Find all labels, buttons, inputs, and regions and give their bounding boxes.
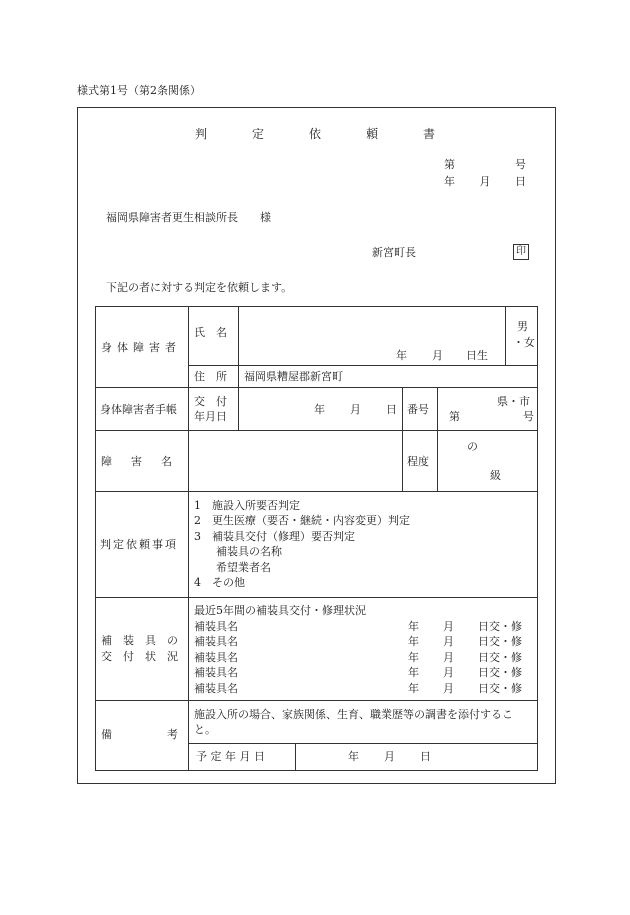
seal-mark: 印: [513, 244, 529, 260]
request-item-4: 補装具の名称: [194, 545, 282, 558]
aid-row-4-year: 年: [408, 666, 419, 679]
aid-row-2-name: 補装具名: [194, 635, 238, 648]
person-label: 身体障害者: [101, 341, 181, 354]
handbook-label: 身体障害者手帳: [100, 403, 177, 416]
pref-city: 県・市: [497, 395, 530, 408]
aid-row-5-status: 日交・修: [478, 682, 522, 695]
aid-row-2-status: 日交・修: [478, 635, 522, 648]
aid-row-2-month: 月: [443, 635, 454, 648]
gender-female: ・女: [513, 336, 535, 349]
scheduled-year: 年: [348, 750, 359, 763]
number-prefix: 第: [444, 158, 455, 171]
remarks-label: 備 考: [101, 728, 178, 741]
degree-label: 程度: [407, 455, 429, 468]
aid-row-3-status: 日交・修: [478, 651, 522, 664]
aid-row-5-month: 月: [443, 682, 454, 695]
issue-label-1: 交 付: [194, 395, 227, 408]
date-year: 年: [444, 175, 455, 188]
issue-year: 年: [314, 403, 325, 416]
handbook-number-suffix: 号: [523, 410, 534, 423]
handbook-number-prefix: 第: [449, 410, 460, 423]
disability-label: 障 害 名: [101, 455, 176, 468]
aid-row-3-name: 補装具名: [194, 651, 238, 664]
birth-month: 月: [432, 349, 443, 362]
sender: 新宮町長: [372, 246, 416, 259]
address-value: 福岡県糟屋郡新宮町: [244, 370, 343, 383]
aid-row-1-month: 月: [443, 620, 454, 633]
issue-month: 月: [350, 403, 361, 416]
aid-row-1-name: 補装具名: [194, 620, 238, 633]
request-item-5: 希望業者名: [194, 561, 271, 574]
degree-grade: 級: [490, 469, 501, 482]
aid-heading: 最近5年間の補装具交付・修理状況: [194, 604, 366, 617]
remarks-text-2: と。: [194, 723, 216, 736]
aid-label-2: 交 付 状 況: [101, 650, 178, 663]
aid-label-1: 補 装 具 の: [101, 634, 178, 647]
aid-row-1-year: 年: [408, 620, 419, 633]
issue-day: 日: [386, 403, 397, 416]
address-label: 住 所: [194, 370, 227, 383]
name-label: 氏 名: [194, 326, 227, 339]
gender-male: 男: [517, 320, 528, 333]
aid-row-2-year: 年: [408, 635, 419, 648]
number-label: 番号: [407, 403, 429, 416]
issue-label-2: 年月日: [194, 410, 227, 423]
date-day: 日: [515, 175, 526, 188]
date-month: 月: [479, 175, 491, 188]
aid-row-5-name: 補装具名: [194, 682, 238, 695]
aid-row-4-name: 補装具名: [194, 666, 238, 679]
birth-suffix: 日生: [466, 349, 488, 362]
aid-row-3-month: 月: [443, 651, 454, 664]
form-label: 様式第1号（第2条関係）: [77, 84, 201, 97]
number-suffix: 号: [515, 158, 526, 171]
aid-row-4-month: 月: [443, 666, 454, 679]
degree-no: の: [467, 440, 478, 453]
document-title: 判定依頼書: [194, 127, 480, 141]
remarks-text-1: 施設入所の場合、家族関係、生育、職業歴等の調書を添付するこ: [194, 708, 513, 721]
scheduled-day: 日: [420, 750, 431, 763]
request-label: 判定依頼事項: [100, 538, 178, 551]
scheduled-month: 月: [384, 750, 395, 763]
aid-row-5-year: 年: [408, 682, 419, 695]
aid-row-1-status: 日交・修: [478, 620, 522, 633]
request-item-1: 1 施設入所要否判定: [194, 499, 300, 512]
aid-row-4-status: 日交・修: [478, 666, 522, 679]
request-item-6: 4 その他: [194, 576, 245, 589]
aid-row-3-year: 年: [408, 651, 419, 664]
scheduled-label: 予 定 年 月 日: [196, 750, 265, 763]
intro-text: 下記の者に対する判定を依頼します。: [106, 281, 293, 294]
birth-year: 年: [396, 349, 407, 362]
request-item-2: 2 更生医療（要否・継続・内容変更）判定: [194, 514, 410, 527]
request-item-3: 3 補装具交付（修理）要否判定: [194, 530, 355, 543]
addressee: 福岡県障害者更生相談所長 様: [106, 211, 271, 224]
